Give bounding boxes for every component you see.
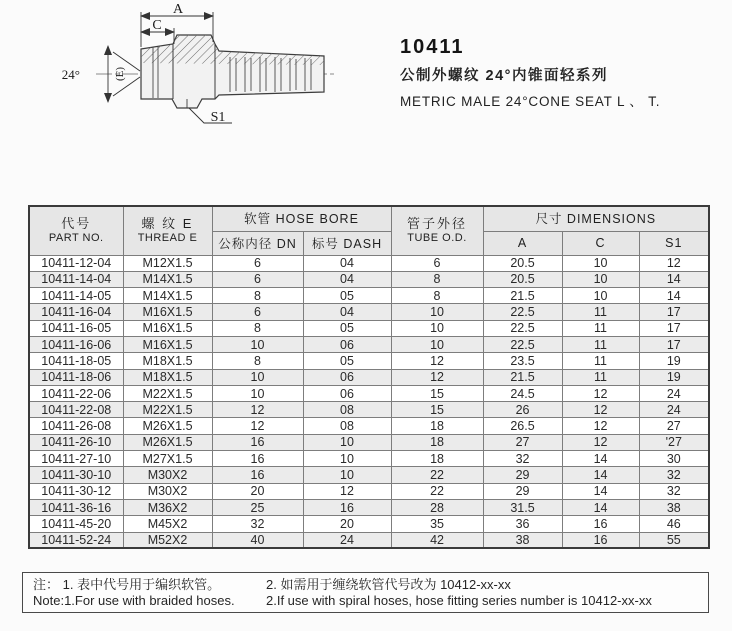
table-cell: 10411-26-10	[29, 434, 123, 450]
col-header-thread-en: THREAD E	[137, 232, 198, 245]
note-line-english	[33, 593, 708, 609]
table-cell: 06	[303, 385, 391, 401]
table-cell: 12	[212, 418, 303, 434]
table-cell: 12	[303, 483, 391, 499]
table-cell: 22.5	[483, 336, 562, 352]
table-cell: 17	[639, 304, 709, 320]
table-cell: 10	[212, 385, 303, 401]
table-cell: 24	[303, 532, 391, 548]
table-cell: M14X1.5	[123, 288, 212, 304]
table-cell: 6	[391, 255, 483, 271]
table-cell: 10411-22-08	[29, 402, 123, 418]
table-cell: 10411-14-04	[29, 271, 123, 287]
table-cell: 18	[391, 418, 483, 434]
table-cell: 27	[483, 434, 562, 450]
col-group-hose-bore-label: 软管 HOSE BORE	[244, 212, 359, 227]
table-cell: 08	[303, 402, 391, 418]
table-row	[29, 320, 709, 336]
table-cell: 27	[639, 418, 709, 434]
table-row	[29, 499, 709, 515]
note-en-1: Note:1.For use with braided hoses.	[33, 593, 235, 608]
table-cell: 14	[562, 499, 639, 515]
table-cell: 12	[391, 369, 483, 385]
table-cell: M26X1.5	[123, 418, 212, 434]
table-cell: 05	[303, 320, 391, 336]
table-cell: 04	[303, 271, 391, 287]
table-cell: M30X2	[123, 467, 212, 483]
table-cell: 10	[212, 369, 303, 385]
table-cell: 16	[562, 532, 639, 548]
table-cell: 10411-14-05	[29, 288, 123, 304]
table-cell: 6	[212, 304, 303, 320]
table-cell: 32	[212, 516, 303, 532]
table-cell: 18	[391, 434, 483, 450]
table-cell: 22	[391, 467, 483, 483]
s1-label: S1	[210, 110, 226, 125]
table-cell: 16	[562, 516, 639, 532]
table-cell: 06	[303, 369, 391, 385]
table-cell: 05	[303, 353, 391, 369]
table-cell: 24	[639, 402, 709, 418]
note-cn-1: 注： 1. 表中代号用于编织软管。	[33, 577, 221, 592]
title-block	[400, 36, 660, 110]
table-cell: 8	[391, 288, 483, 304]
table-cell: 8	[212, 288, 303, 304]
table-cell: 6	[212, 255, 303, 271]
table-cell: 20	[212, 483, 303, 499]
subtitle-chinese: 公制外螺纹 24°内锥面轻系列	[400, 68, 608, 84]
table-cell: 10	[212, 336, 303, 352]
table-cell: 10	[562, 271, 639, 287]
table-cell: 32	[483, 451, 562, 467]
table-cell: 11	[562, 320, 639, 336]
table-cell: 12	[562, 385, 639, 401]
table-cell: 20.5	[483, 255, 562, 271]
table-cell: M45X2	[123, 516, 212, 532]
col-group-hose-bore	[212, 206, 391, 231]
table-cell: 06	[303, 336, 391, 352]
table-cell: 11	[562, 353, 639, 369]
col-header-part-no-en: PART NO.	[48, 232, 104, 245]
note-en-2: 2.If use with spiral hoses, hose fitting series number is 10412-xx-xx	[266, 593, 652, 608]
table-cell: 11	[562, 304, 639, 320]
table-cell: 32	[639, 483, 709, 499]
table-cell: M52X2	[123, 532, 212, 548]
table-row	[29, 451, 709, 467]
col-header-part-no	[29, 206, 123, 255]
table-cell: 42	[391, 532, 483, 548]
table-cell: 10411-18-06	[29, 369, 123, 385]
table-cell: 10411-30-12	[29, 483, 123, 499]
table-cell: 16	[212, 467, 303, 483]
table-cell: 28	[391, 499, 483, 515]
table-cell: M26X1.5	[123, 434, 212, 450]
col-header-dn-label: 公称内径 DN	[218, 236, 297, 251]
table-cell: 17	[639, 320, 709, 336]
col-header-dn	[212, 231, 303, 255]
table-cell: 31.5	[483, 499, 562, 515]
col-header-a	[483, 231, 562, 255]
table-row	[29, 532, 709, 548]
fitting-drawing	[26, 2, 338, 138]
table-cell: 10411-45-20	[29, 516, 123, 532]
table-row	[29, 402, 709, 418]
table-cell: 38	[483, 532, 562, 548]
table-row	[29, 255, 709, 271]
subtitle-english: METRIC MALE 24°CONE SEAT L 、 T.	[400, 94, 661, 109]
table-cell: 26	[483, 402, 562, 418]
col-header-tube-od-en: TUBE O.D.	[407, 232, 467, 245]
col-header-a-label: A	[517, 236, 528, 250]
table-cell: 32	[639, 467, 709, 483]
table-cell: M16X1.5	[123, 320, 212, 336]
table-cell: 10411-12-04	[29, 255, 123, 271]
table-cell: 14	[562, 467, 639, 483]
table-cell: M14X1.5	[123, 271, 212, 287]
col-header-part-no-cn: 代号	[61, 216, 92, 232]
table-cell: 14	[562, 451, 639, 467]
col-header-dash	[303, 231, 391, 255]
col-group-dimensions-label: 尺寸 DIMENSIONS	[535, 212, 657, 227]
note-line-chinese	[33, 577, 708, 593]
table-cell: 14	[639, 271, 709, 287]
table-row	[29, 369, 709, 385]
spec-table	[28, 205, 710, 549]
table-cell: 24	[639, 385, 709, 401]
spec-table-header	[29, 206, 709, 255]
section-hatch	[141, 35, 324, 65]
table-cell: 26.5	[483, 418, 562, 434]
notes-box	[22, 572, 709, 613]
table-cell: 16	[303, 499, 391, 515]
table-cell: 35	[391, 516, 483, 532]
table-cell: 12	[391, 353, 483, 369]
table-cell: 08	[303, 418, 391, 434]
table-cell: 23.5	[483, 353, 562, 369]
table-cell: 10411-26-08	[29, 418, 123, 434]
table-row	[29, 516, 709, 532]
table-cell: M16X1.5	[123, 304, 212, 320]
table-cell: 10411-22-06	[29, 385, 123, 401]
table-row	[29, 336, 709, 352]
table-cell: 10411-18-05	[29, 353, 123, 369]
table-row	[29, 418, 709, 434]
table-cell: 8	[212, 320, 303, 336]
col-header-tube-od	[391, 206, 483, 255]
table-cell: '27	[639, 434, 709, 450]
table-cell: M22X1.5	[123, 385, 212, 401]
table-cell: 11	[562, 369, 639, 385]
table-cell: 15	[391, 402, 483, 418]
table-cell: 10	[562, 255, 639, 271]
table-cell: M22X1.5	[123, 402, 212, 418]
table-cell: 10	[391, 320, 483, 336]
table-cell: 21.5	[483, 288, 562, 304]
table-cell: 17	[639, 336, 709, 352]
table-cell: 18	[391, 451, 483, 467]
note-cn-2: 2. 如需用于缠绕软管代号改为 10412-xx-xx	[266, 577, 511, 592]
table-cell: 22	[391, 483, 483, 499]
table-row	[29, 304, 709, 320]
table-cell: 14	[562, 483, 639, 499]
table-cell: 22.5	[483, 320, 562, 336]
table-cell: 12	[562, 418, 639, 434]
table-cell: M18X1.5	[123, 353, 212, 369]
cone-e-label: (E)	[114, 66, 126, 82]
col-header-thread-cn: 螺 纹 E	[141, 216, 194, 232]
col-header-c-label: C	[595, 236, 606, 250]
table-cell: 46	[639, 516, 709, 532]
table-row	[29, 483, 709, 499]
table-row	[29, 467, 709, 483]
table-cell: 20.5	[483, 271, 562, 287]
table-cell: 19	[639, 353, 709, 369]
table-cell: 10	[562, 288, 639, 304]
table-cell: 24.5	[483, 385, 562, 401]
table-cell: 22.5	[483, 304, 562, 320]
table-cell: 10411-30-10	[29, 467, 123, 483]
col-header-dash-label: 标号 DASH	[311, 236, 383, 251]
table-cell: M12X1.5	[123, 255, 212, 271]
table-cell: 8	[212, 353, 303, 369]
table-cell: 30	[639, 451, 709, 467]
table-cell: M36X2	[123, 499, 212, 515]
table-cell: 10411-52-24	[29, 532, 123, 548]
table-cell: 8	[391, 271, 483, 287]
col-header-s1-label: S1	[665, 236, 683, 250]
table-cell: 04	[303, 255, 391, 271]
col-header-c	[562, 231, 639, 255]
table-cell: 10	[391, 336, 483, 352]
spec-table-body	[29, 255, 709, 548]
table-cell: 21.5	[483, 369, 562, 385]
table-cell: 10	[391, 304, 483, 320]
table-cell: 12	[212, 402, 303, 418]
table-cell: 12	[639, 255, 709, 271]
col-header-thread	[123, 206, 212, 255]
table-cell: 40	[212, 532, 303, 548]
table-cell: 10	[303, 434, 391, 450]
table-cell: M16X1.5	[123, 336, 212, 352]
table-row	[29, 434, 709, 450]
table-cell: 16	[212, 451, 303, 467]
table-cell: 05	[303, 288, 391, 304]
table-cell: 10411-16-05	[29, 320, 123, 336]
table-cell: 04	[303, 304, 391, 320]
table-cell: 10411-16-04	[29, 304, 123, 320]
table-cell: M30X2	[123, 483, 212, 499]
table-cell: 19	[639, 369, 709, 385]
table-cell: 10	[303, 451, 391, 467]
table-cell: 12	[562, 402, 639, 418]
col-group-dimensions	[483, 206, 709, 231]
cone-angle-label: 24°	[61, 67, 80, 82]
table-cell: 29	[483, 483, 562, 499]
table-row	[29, 385, 709, 401]
table-cell: 10411-36-16	[29, 499, 123, 515]
table-cell: 15	[391, 385, 483, 401]
dim-c-label: C	[152, 18, 162, 33]
table-cell: 6	[212, 271, 303, 287]
table-row	[29, 271, 709, 287]
table-row	[29, 353, 709, 369]
table-cell: 36	[483, 516, 562, 532]
table-cell: 10	[303, 467, 391, 483]
table-cell: M27X1.5	[123, 451, 212, 467]
table-cell: 12	[562, 434, 639, 450]
table-cell: 11	[562, 336, 639, 352]
table-cell: 20	[303, 516, 391, 532]
col-header-tube-od-cn: 管子外径	[407, 216, 468, 232]
dim-a-label: A	[172, 2, 184, 17]
table-cell: 14	[639, 288, 709, 304]
table-row	[29, 288, 709, 304]
table-cell: M18X1.5	[123, 369, 212, 385]
table-cell: 10411-16-06	[29, 336, 123, 352]
col-header-s1	[639, 231, 709, 255]
table-cell: 55	[639, 532, 709, 548]
page-title: 10411	[400, 36, 465, 58]
table-cell: 29	[483, 467, 562, 483]
table-cell: 16	[212, 434, 303, 450]
table-cell: 10411-27-10	[29, 451, 123, 467]
table-cell: 38	[639, 499, 709, 515]
table-cell: 25	[212, 499, 303, 515]
